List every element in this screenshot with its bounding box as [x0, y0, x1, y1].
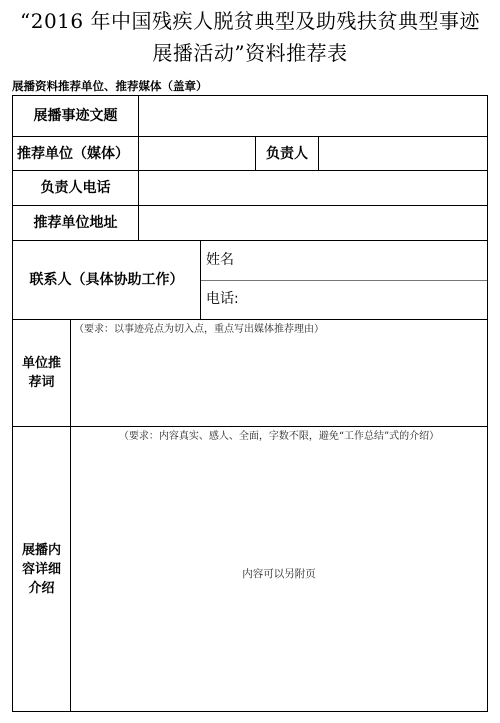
contact-name-label: 姓名	[206, 252, 234, 268]
detail-label-text: 展播内容详细介绍	[21, 542, 61, 596]
person-in-charge-divider-right	[318, 136, 319, 170]
detail-attach-note: 内容可以另附页	[242, 568, 316, 580]
story-title-field[interactable]	[140, 96, 486, 136]
unit-reason-hint: （要求：以事迹亮点为切入点，重点写出媒体推荐理由）	[74, 324, 324, 335]
detail-content-field[interactable]	[72, 466, 486, 709]
document-title-line-1: “2016 年中国残疾人脱贫典型及助残扶贫典型事迹	[20, 9, 480, 33]
contact-phone-label: 电话:	[206, 291, 239, 307]
table-border-bottom	[12, 711, 488, 712]
row-divider	[12, 426, 488, 427]
recommending-unit-field[interactable]	[140, 137, 254, 170]
unit-reason-field[interactable]	[72, 340, 486, 424]
unit-address-field[interactable]	[140, 206, 486, 240]
row-divider	[12, 319, 488, 320]
label-column-divider	[138, 95, 139, 240]
person-in-charge-label: 负责人	[266, 145, 308, 162]
story-title-label: 展播事迹文题	[33, 108, 118, 124]
recommending-unit-label: 推荐单位（媒体）	[17, 145, 129, 162]
contact-column-divider	[200, 240, 201, 319]
person-in-charge-phone-label: 负责人电话	[40, 180, 111, 196]
document-title-line-2: 展播活动”资料推荐表	[152, 41, 348, 65]
contact-subrow-divider	[200, 280, 488, 281]
table-border-right	[487, 95, 488, 711]
person-in-charge-field[interactable]	[320, 137, 486, 170]
person-in-charge-phone-field[interactable]	[140, 171, 486, 205]
recommender-stamp-line: 展播资料推荐单位、推荐媒体（盖章）	[12, 79, 208, 93]
unit-address-label: 推荐单位地址	[33, 215, 118, 231]
unit-reason-label	[13, 320, 70, 426]
unit-reason-label-text: 单位推荐词	[21, 356, 61, 390]
detail-label	[13, 427, 70, 711]
detail-hint: （要求：内容真实、感人、全面，字数不限，避免“工作总结”式的介绍）	[118, 431, 440, 442]
contact-label: 联系人（具体协助工作）	[29, 272, 184, 288]
long-row-label-divider	[70, 319, 71, 711]
